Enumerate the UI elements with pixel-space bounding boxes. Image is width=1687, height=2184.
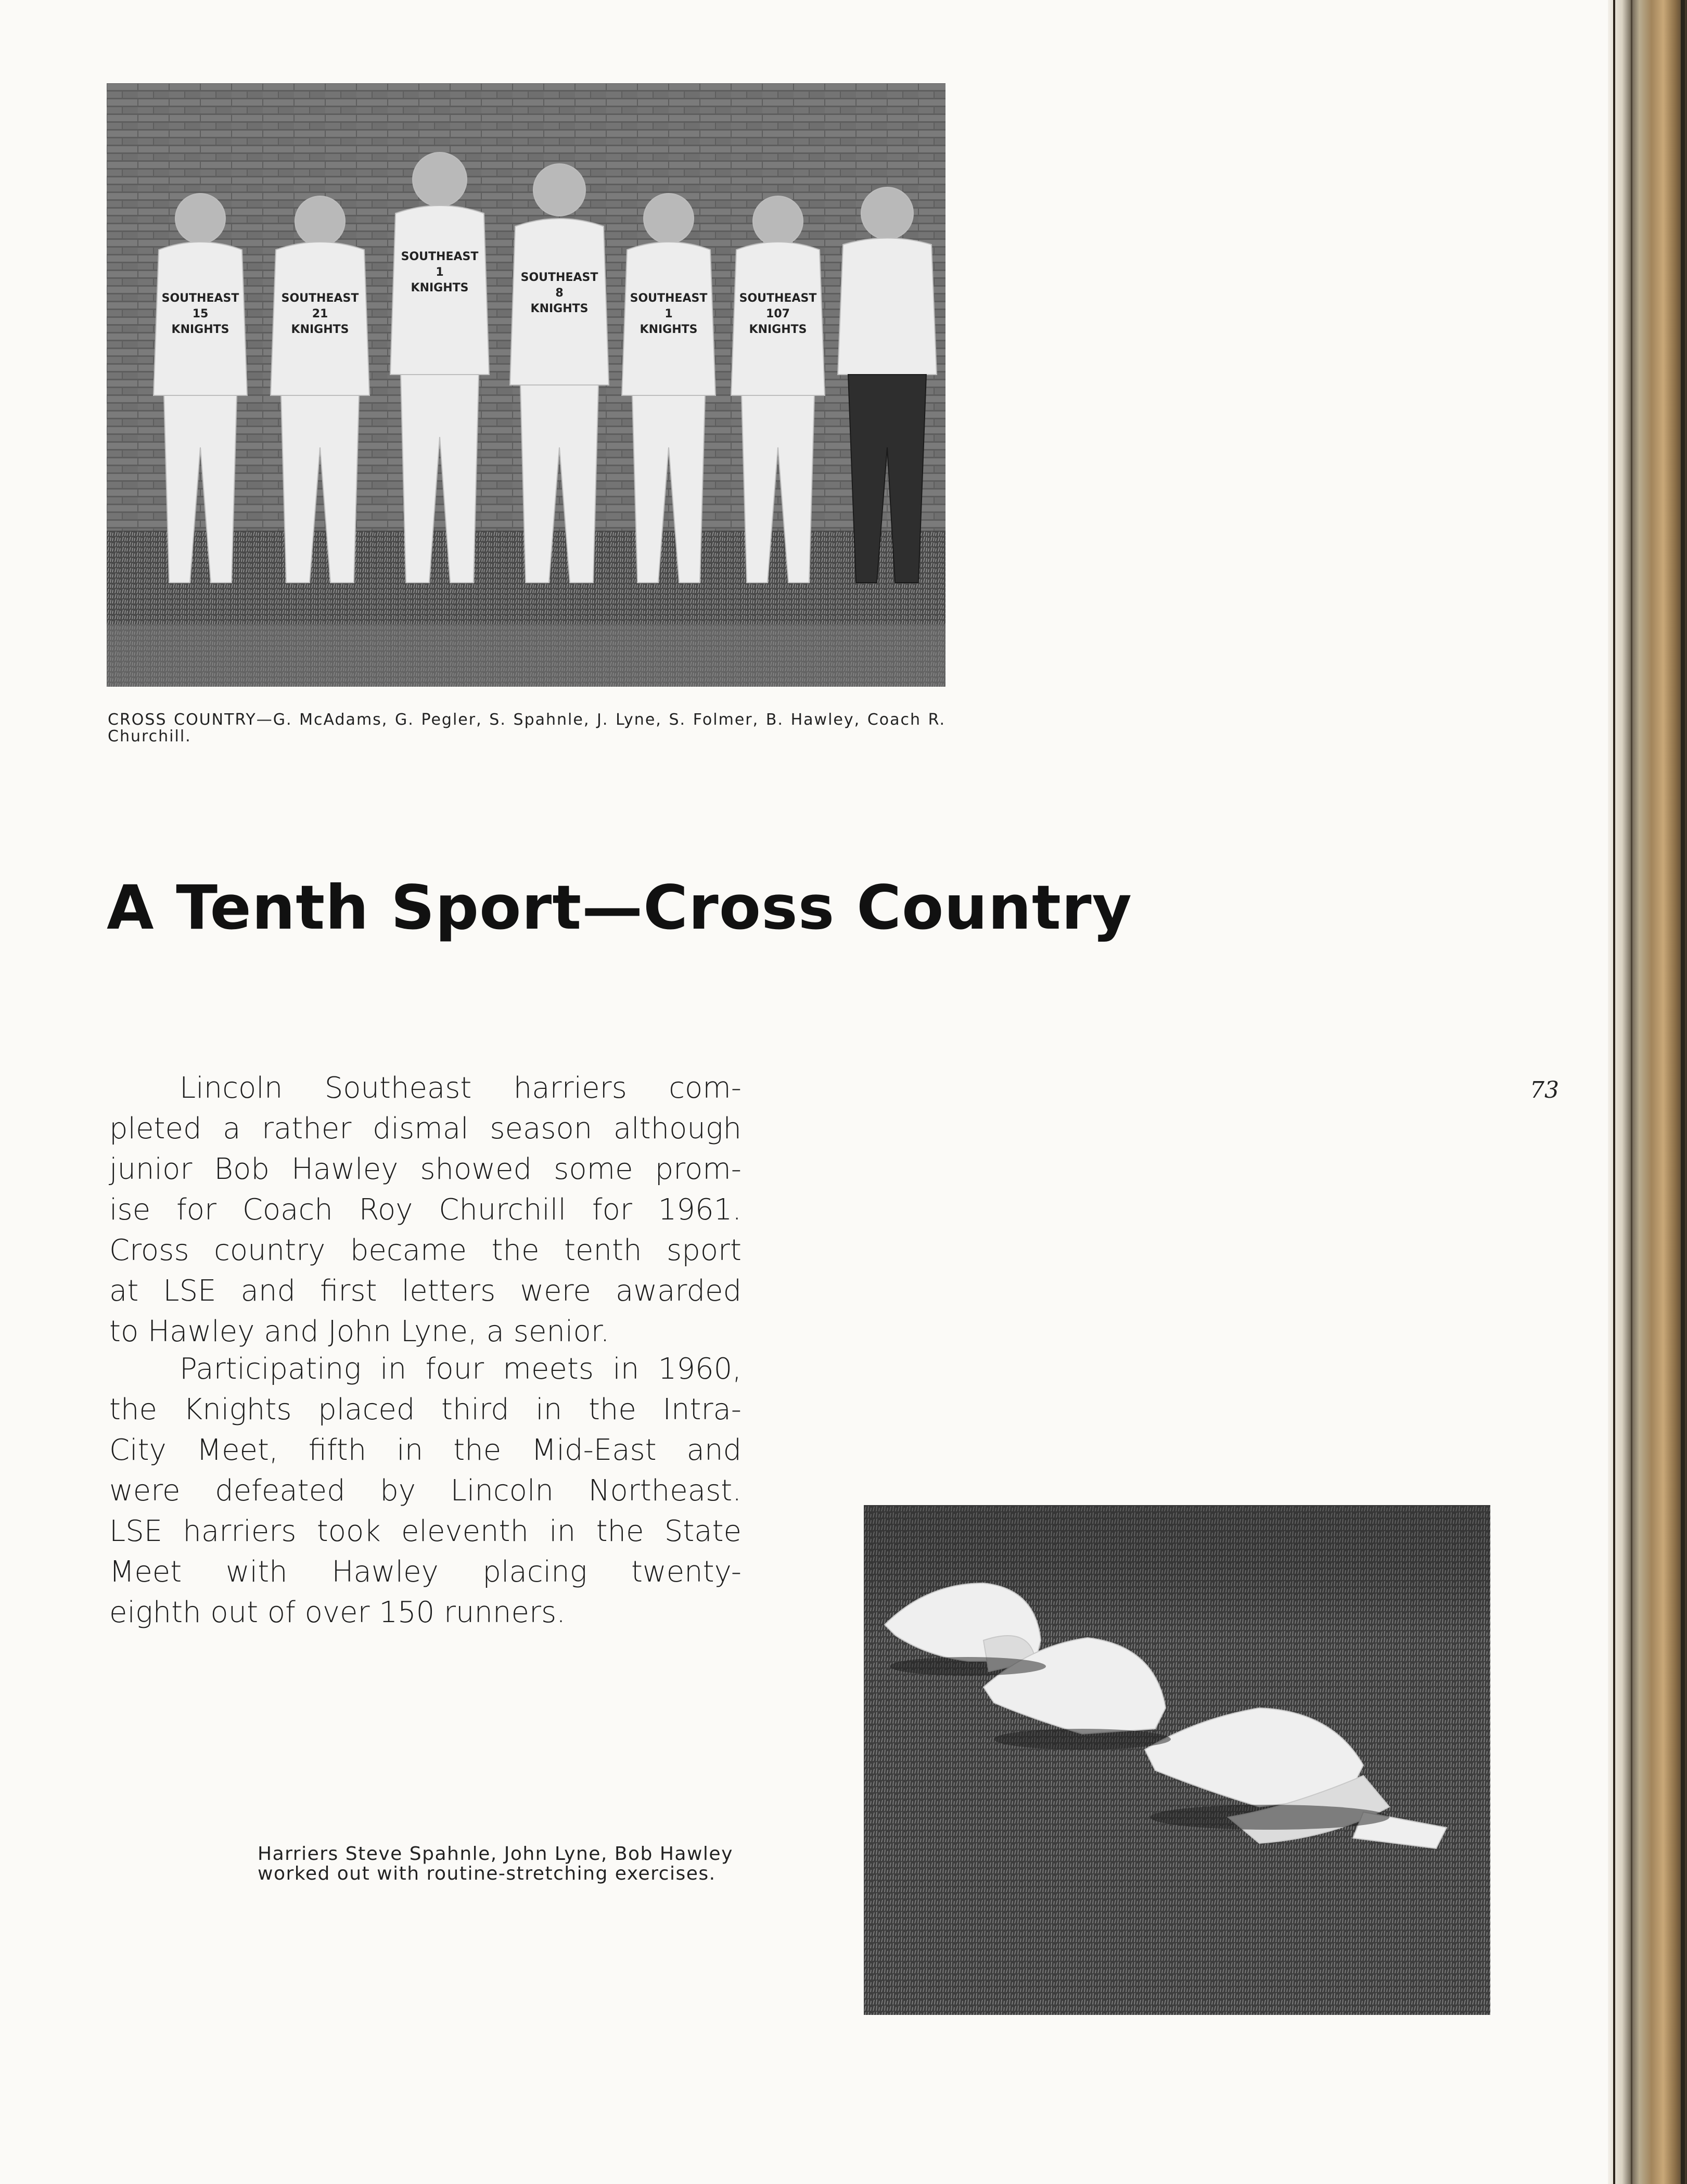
svg-text:SOUTHEAST: SOUTHEAST	[630, 292, 708, 305]
svg-text:SOUTHEAST: SOUTHEAST	[401, 250, 479, 263]
jersey-number-5: 1	[664, 307, 673, 320]
paragraph-1-line: Lincoln Southeast harriers com-	[180, 1071, 742, 1105]
jersey-knights-1: KNIGHTS	[171, 323, 229, 336]
paragraph-1-line: at LSE and first letters were awarded	[109, 1274, 742, 1308]
svg-text:KNIGHTS: KNIGHTS	[530, 302, 589, 315]
jersey-number-1: 15	[192, 307, 209, 320]
stretching-caption-line: worked out with routine-stretching exercises.	[258, 1863, 716, 1884]
paragraph-2-line: City Meet, fifth in the Mid-East and	[109, 1433, 742, 1467]
team-photo-caption: CROSS COUNTRY—G. McAdams, G. Pegler, S. Spahnle, J. Lyne, S. Folmer, B. Hawley, Coach R. Churchill.	[108, 711, 945, 746]
jersey-number-6: 107	[766, 307, 790, 320]
paragraph-1-line: to Hawley and John Lyne, a senior.	[109, 1315, 610, 1348]
svg-text:SOUTHEAST: SOUTHEAST	[520, 271, 598, 284]
paragraph-1-line: ise for Coach Roy Churchill for 1961.	[109, 1193, 742, 1227]
paragraph-1-line: pleted a rather dismal season although	[109, 1112, 742, 1146]
paragraph-1	[109, 1068, 742, 1352]
paragraph-2-line: Meet with Hawley placing twenty-	[109, 1555, 742, 1589]
svg-text:SOUTHEAST: SOUTHEAST	[281, 292, 359, 305]
stretching-photo	[864, 1505, 1490, 2015]
paragraph-2-line: Participating in four meets in 1960,	[180, 1352, 742, 1386]
jersey-number-2: 21	[312, 307, 328, 320]
svg-text:KNIGHTS: KNIGHTS	[291, 323, 349, 336]
svg-text:KNIGHTS: KNIGHTS	[640, 323, 698, 336]
paragraph-1-line: junior Bob Hawley showed some prom-	[109, 1152, 742, 1186]
paragraph-2	[109, 1349, 742, 1633]
svg-text:KNIGHTS: KNIGHTS	[411, 281, 469, 294]
headline: A Tenth Sport—Cross Country	[107, 872, 1132, 943]
stretching-caption-line: Harriers Steve Spahnle, John Lyne, Bob Hawley	[258, 1843, 733, 1865]
paragraph-2-line: were defeated by Lincoln Northeast.	[109, 1474, 742, 1508]
page-binding-edge	[1608, 0, 1687, 2184]
paragraph-2-line: LSE harriers took eleventh in the State	[109, 1514, 742, 1548]
jersey-text-1: SOUTHEAST	[161, 292, 239, 305]
paragraph-2-line: eighth out of over 150 runners.	[109, 1596, 566, 1629]
team-photo	[107, 83, 945, 687]
paragraph-1-line: Cross country became the tenth sport	[109, 1234, 742, 1267]
svg-text:KNIGHTS: KNIGHTS	[749, 323, 807, 336]
jersey-number-4: 8	[555, 287, 564, 300]
jersey-number-3: 1	[436, 266, 444, 279]
paragraph-2-line: the Knights placed third in the Intra-	[109, 1393, 742, 1427]
stretching-photo-caption	[258, 1844, 804, 1884]
svg-text:SOUTHEAST: SOUTHEAST	[739, 292, 817, 305]
page-number: 73	[1530, 1077, 1559, 1103]
